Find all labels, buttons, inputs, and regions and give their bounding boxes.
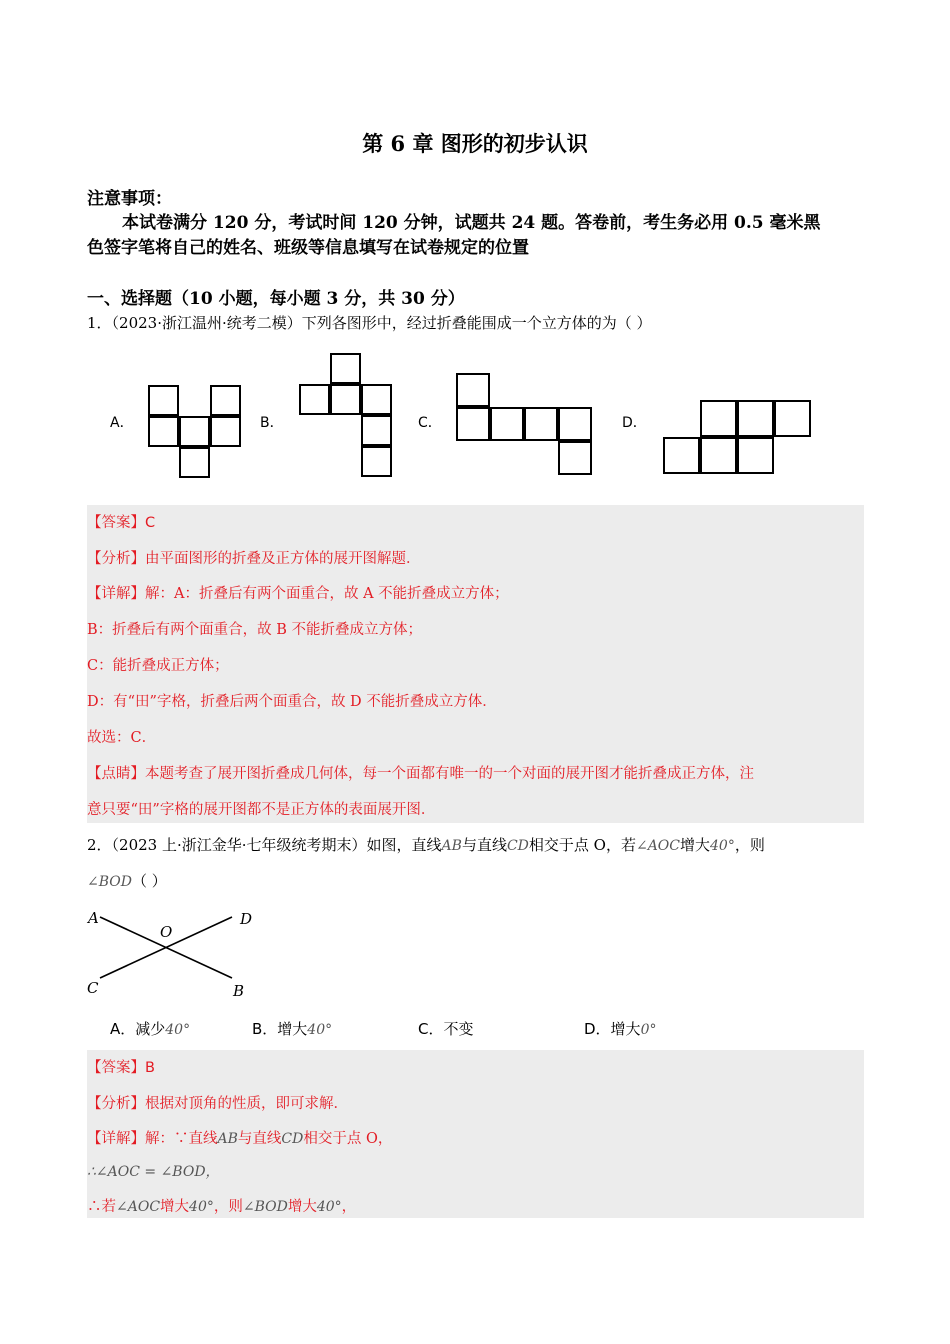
answer-1: 【答案】C bbox=[87, 515, 156, 531]
notice-line1: 本试卷满分 120 分，考试时间 120 分钟，试题共 24 题。答卷前，考生务必用 0.5 毫米黑 bbox=[122, 213, 821, 233]
point-d-label: D bbox=[240, 910, 253, 928]
question-2-stem: 2．（2023 上·浙江金华·七年级统考期末）如图，直线AB与直线CD相交于点 O，若∠AOC增大40°，则 bbox=[87, 836, 765, 854]
question-1-stem: 1．（2023·浙江温州·统考二模）下列各图形中，经过折叠能围成一个立方体的为（ ） bbox=[87, 314, 652, 332]
detail-1-line4: D：有“田”字格，折叠后两个面重合，故 D 不能折叠成立方体． bbox=[87, 694, 497, 710]
option-d-label: D． bbox=[622, 415, 647, 431]
question-2-stem-line2: ∠BOD（ ） bbox=[87, 872, 167, 890]
point-b-label: B bbox=[233, 982, 245, 1000]
detail-2-line1: 【详解】解：∵直线AB与直线CD相交于点 O， bbox=[87, 1131, 393, 1147]
point-a-label: A bbox=[88, 909, 99, 927]
choose-1: 故选：C． bbox=[87, 730, 157, 746]
option-c-label: C． bbox=[418, 415, 442, 431]
answer-block-1 bbox=[87, 505, 864, 823]
notice-line2: 色签字笔将自己的姓名、班级等信息填写在试卷规定的位置 bbox=[87, 238, 529, 258]
option-a-label: A． bbox=[110, 415, 134, 431]
analysis-2: 【分析】根据对顶角的性质，即可求解． bbox=[87, 1096, 348, 1112]
comment-1-line2: 意只要“田”字格的展开图都不是正方体的表面展开图． bbox=[87, 802, 436, 818]
intersecting-lines-figure bbox=[80, 905, 270, 1005]
notice-heading: 注意事项： bbox=[87, 189, 172, 209]
section-heading: 一、选择题（10 小题，每小题 3 分，共 30 分） bbox=[87, 289, 465, 309]
detail-1-line3: C：能折叠成正方体； bbox=[87, 658, 229, 674]
point-o-label: O bbox=[160, 923, 173, 941]
detail-2-line2: ∴∠AOC = ∠BOD， bbox=[87, 1164, 220, 1180]
detail-1-line2: B：折叠后有两个面重合，故 B 不能折叠成立方体； bbox=[87, 622, 423, 638]
analysis-1: 【分析】由平面图形的折叠及正方体的展开图解题． bbox=[87, 551, 421, 567]
point-c-label: C bbox=[87, 979, 99, 997]
q2-option-d: D．增大0° bbox=[584, 1020, 657, 1038]
detail-1-line1: 【详解】解：A：折叠后有两个面重合，故 A 不能折叠成立方体； bbox=[87, 586, 509, 602]
page-title: 第 6 章 图形的初步认识 bbox=[362, 131, 588, 156]
comment-1-line1: 【点睛】本题考查了展开图折叠成几何体，每一个面都有唯一的一个对面的展开图才能折叠成正方体，注 bbox=[87, 766, 754, 782]
answer-block-2 bbox=[87, 1050, 864, 1218]
q2-option-a: A．减少40° bbox=[110, 1020, 191, 1038]
option-b-label: B． bbox=[260, 415, 284, 431]
answer-2: 【答案】B bbox=[87, 1060, 155, 1076]
q2-option-c: C．不变 bbox=[418, 1020, 474, 1038]
q2-option-b: B．增大40° bbox=[252, 1020, 333, 1038]
detail-2-line3: ∴若∠AOC增大40°，则∠BOD增大40°， bbox=[87, 1199, 357, 1215]
